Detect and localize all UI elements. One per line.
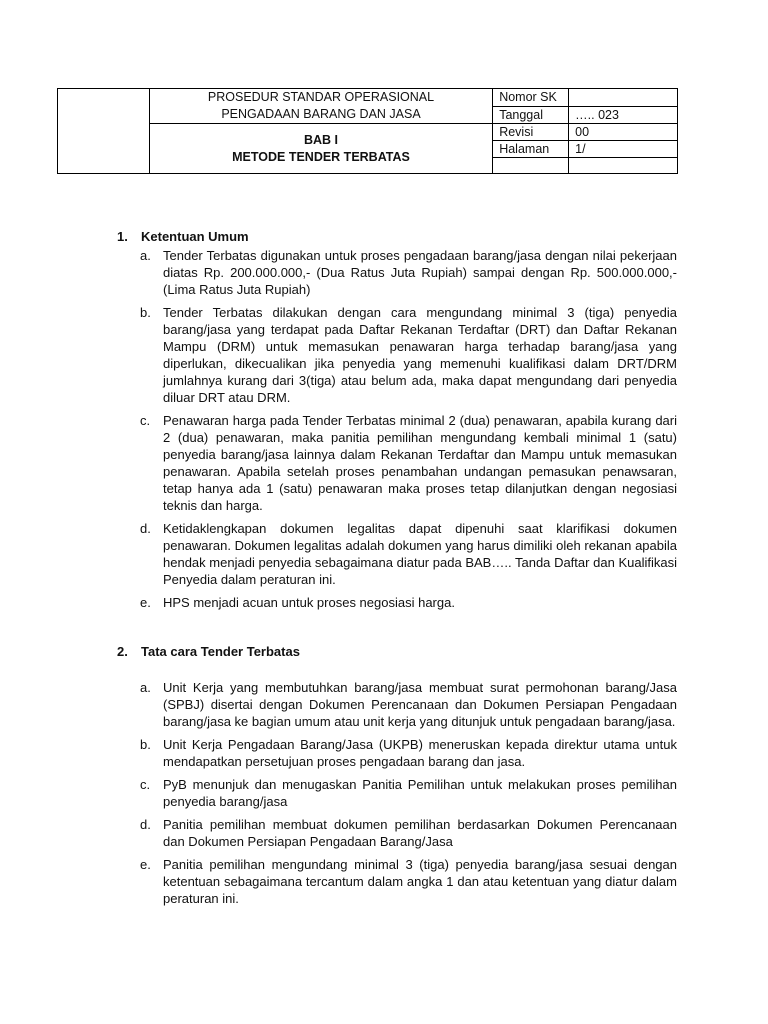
row-value: 1/: [569, 141, 678, 158]
row-value: [569, 158, 678, 174]
section-number: 1.: [117, 229, 128, 244]
item-text: HPS menjadi acuan untuk proses negosiasi harga.: [163, 595, 455, 610]
row-label: [493, 158, 569, 174]
section-heading: [117, 228, 677, 246]
sop-title-line2: PENGADAAN BARANG DAN JASA: [221, 107, 421, 121]
item-text: Ketidaklengkapan dokumen legalitas dapat dipenuhi saat klarifikasi dokumen penawaran. Dokumen legalitas adalah dokumen yang harus dimiliki oleh rekanan apabila hendak menjadi penyedia sebagaimana diatur pada BAB….. Tanda Daftar dan Kualifikasi Penyedia dalam peraturan ini.: [163, 521, 677, 587]
chapter-title: METODE TENDER TERBATAS: [232, 149, 410, 164]
item-letter: e.: [140, 857, 151, 872]
item-text: Panitia pemilihan mengundang minimal 3 (tiga) penyedia barang/jasa sesuai dengan ketentuan sebagaimana tercantum dalam angka 1 dan atau ketentuan yang diatur dalam peraturan ini.: [163, 857, 677, 906]
row-label: Nomor SK: [493, 89, 569, 107]
item-letter: e.: [140, 595, 151, 610]
item-text: Tender Terbatas digunakan untuk proses pengadaan barang/jasa dengan nilai pekerjaan diatas Rp. 200.000.000,- (Dua Ratus Juta Rupiah) sampai dengan Rp. 500.000.000,-(Lima Ratus Juta Rupiah): [163, 248, 677, 297]
sop-title-cell: [149, 89, 492, 124]
section-number: 2.: [117, 644, 128, 659]
item-text: Penawaran harga pada Tender Terbatas minimal 2 (dua) penawaran, apabila kurang dari 2 (dua) penawaran, maka panitia pemilihan mengundang kembali minimal 1 (satu) penyedia barang/jasa lainnya dalam Rekanan Terdaftar dan Mampu untuk memasukan penawaran. Apabila setelah proses penambahan undangan pemasukan penawsaran, tetap hanya ada 1 (satu) penawaran maka proses tetap dilanjutkan dengan negosiasi teknis dan harga.: [163, 413, 677, 513]
list-item: [117, 736, 677, 770]
section-ketentuan-umum: [117, 228, 677, 617]
list-item: [117, 856, 677, 907]
section-title: Ketentuan Umum: [141, 229, 249, 244]
list-item: [117, 520, 677, 588]
row-label: Revisi: [493, 124, 569, 141]
item-letter: a.: [140, 248, 151, 263]
list-item: [117, 412, 677, 514]
item-text: Unit Kerja Pengadaan Barang/Jasa (UKPB) meneruskan kepada direktur utama untuk mendapatkan persetujuan proses pengadaan barang dan jasa.: [163, 737, 677, 769]
item-letter: d.: [140, 521, 151, 536]
item-letter: d.: [140, 817, 151, 832]
item-text: Panitia pemilihan membuat dokumen pemilihan berdasarkan Dokumen Perencanaan dan Dokumen Persiapan Pengadaan Barang/Jasa: [163, 817, 677, 849]
row-value: ….. 023: [569, 106, 678, 124]
section-item-list: [117, 247, 677, 611]
section-title: Tata cara Tender Terbatas: [141, 644, 300, 659]
section-item-list: [117, 679, 677, 907]
list-item: [117, 247, 677, 298]
logo-cell: [58, 89, 150, 174]
item-letter: a.: [140, 680, 151, 695]
item-letter: c.: [140, 413, 151, 428]
row-label: Halaman: [493, 141, 569, 158]
list-item: [117, 304, 677, 406]
chapter-number: BAB I: [303, 132, 339, 147]
item-text: Unit Kerja yang membutuhkan barang/jasa membuat surat permohonan barang/Jasa (SPBJ) disertai dengan Dokumen Perencanaan dan Dokumen Persiapan Pengadaan barang/jasa ke bagian umum atau unit kerja yang ditunjuk untuk pengadaan barang/jasa.: [163, 680, 677, 729]
sop-title-line1: PROSEDUR STANDAR OPERASIONAL: [207, 90, 435, 104]
section-heading: [117, 643, 677, 661]
sop-header-table: [57, 88, 678, 174]
list-item: [117, 594, 677, 611]
list-item: [117, 679, 677, 730]
row-label: Tanggal: [493, 106, 569, 124]
item-text: PyB menunjuk dan menugaskan Panitia Pemilihan untuk melakukan proses pemilihan penyedia barang/jasa: [163, 777, 677, 809]
item-letter: b.: [140, 737, 151, 752]
section-tata-cara: [117, 643, 677, 913]
chapter-title-cell: [149, 124, 492, 174]
list-item: [117, 816, 677, 850]
row-value: 00: [569, 124, 678, 141]
list-item: [117, 776, 677, 810]
row-value: [569, 89, 678, 107]
item-letter: c.: [140, 777, 151, 792]
item-text: Tender Terbatas dilakukan dengan cara mengundang minimal 3 (tiga) penyedia barang/jasa yang terdapat pada Daftar Rekanan Terdaftar (DRT) dan Daftar Rekanan Mampu (DRM) untuk memasukan penawaran harga terhadap barang/jasa yang diperlukan, dikecualikan jika penyedia yang memenuhi kualifikasi dalam DRT/DRM jumlahnya kurang dari 3(tiga) atau belum ada, maka dapat mengundang dari penyedia diluar DRT atau DRM.: [163, 305, 677, 405]
item-letter: b.: [140, 305, 151, 320]
